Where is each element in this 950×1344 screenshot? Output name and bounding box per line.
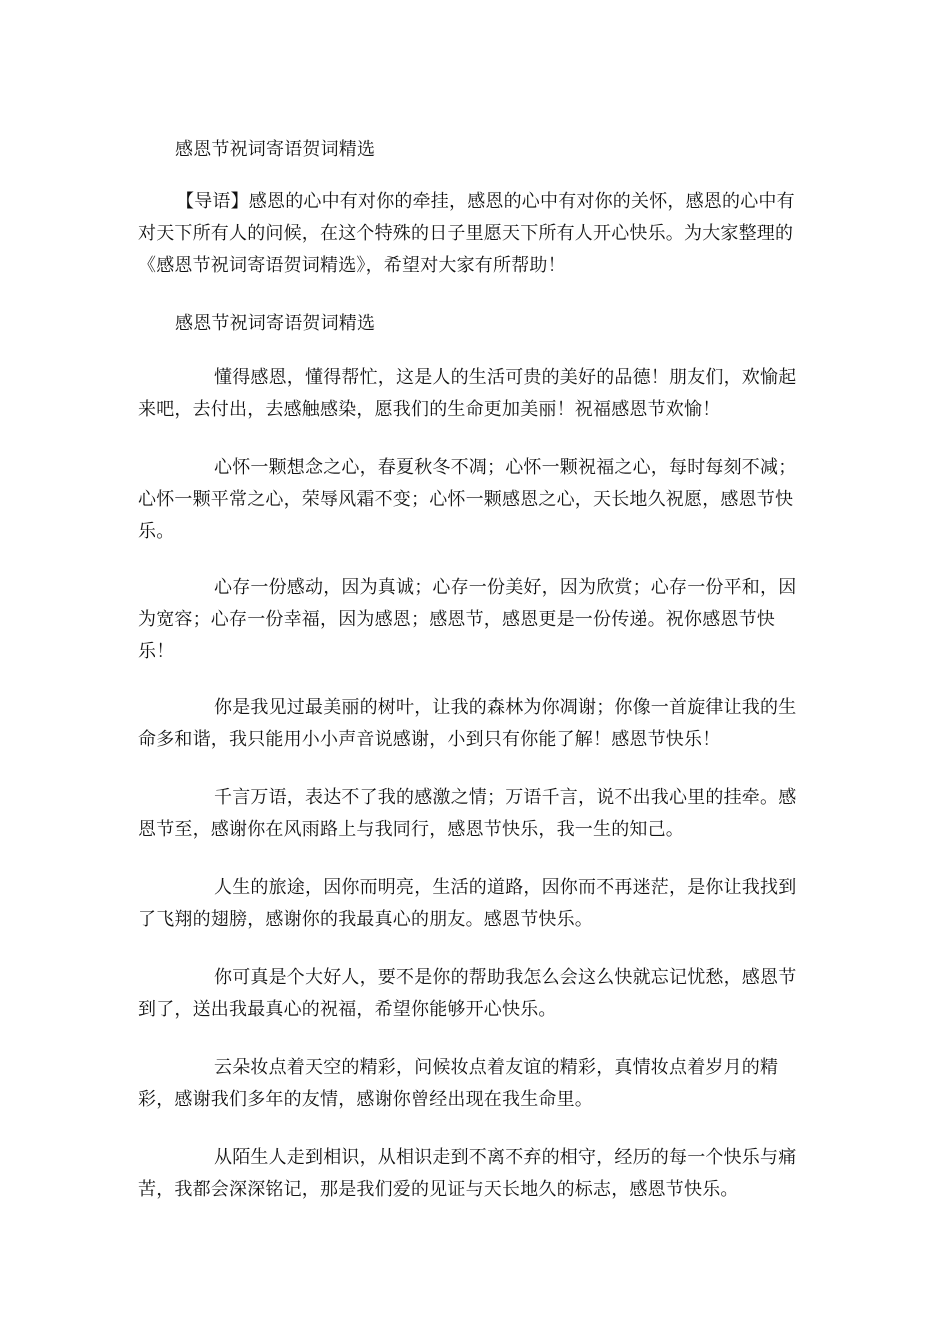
greeting-paragraph: 云朵妆点着天空的精彩，问候妆点着友谊的精彩，真情妆点着岁月的精彩，感谢我们多年的友情，感谢你曾经出现在我生命里。 [138,1057,779,1110]
greeting-paragraph: 心存一份感动，因为真诚；心存一份美好，因为欣赏；心存一份平和，因为宽容；心存一份幸福，因为感恩；感恩节，感恩更是一份传递。祝你感恩节快乐！ [138,577,797,662]
greeting-paragraph: 人生的旅途，因你而明亮，生活的道路，因你而不再迷茫，是你让我找到了飞翔的翅膀，感谢你的我最真心的朋友。感恩节快乐。 [138,877,797,930]
greeting-paragraph: 心怀一颗想念之心，春夏秋冬不凋；心怀一颗祝福之心，每时每刻不减；心怀一颗平常之心，荣辱风霜不变；心怀一颗感恩之心，天长地久祝愿，感恩节快乐。 [138,457,797,542]
greeting-paragraph: 你可真是个大好人，要不是你的帮助我怎么会这么快就忘记忧愁，感恩节到了，送出我最真心的祝福，希望你能够开心快乐。 [138,967,797,1020]
section-subtitle: 感恩节祝词寄语贺词精选 [175,313,376,334]
intro-paragraph: 【导语】感恩的心中有对你的牵挂，感恩的心中有对你的关怀，感恩的心中有对天下所有人的问候，在这个特殊的日子里愿天下所有人开心快乐。为大家整理的《感恩节祝词寄语贺词精选》，希望对大家有所帮助！ [138,191,795,276]
greeting-paragraph: 懂得感恩，懂得帮忙，这是人的生活可贵的美好的品德！朋友们，欢愉起来吧，去付出，去感触感染，愿我们的生命更加美丽！祝福感恩节欢愉！ [138,367,797,420]
document-title: 感恩节祝词寄语贺词精选 [175,139,376,160]
greeting-paragraph: 千言万语，表达不了我的感激之情；万语千言，说不出我心里的挂牵。感恩节至，感谢你在风雨路上与我同行，感恩节快乐，我一生的知己。 [138,787,797,840]
greeting-paragraph: 从陌生人走到相识，从相识走到不离不弃的相守，经历的每一个快乐与痛苦，我都会深深铭记，那是我们爱的见证与天长地久的标志，感恩节快乐。 [138,1147,797,1200]
greeting-paragraph: 你是我见过最美丽的树叶，让我的森林为你凋谢；你像一首旋律让我的生命多和谐，我只能用小小声音说感谢，小到只有你能了解！感恩节快乐！ [138,697,797,750]
